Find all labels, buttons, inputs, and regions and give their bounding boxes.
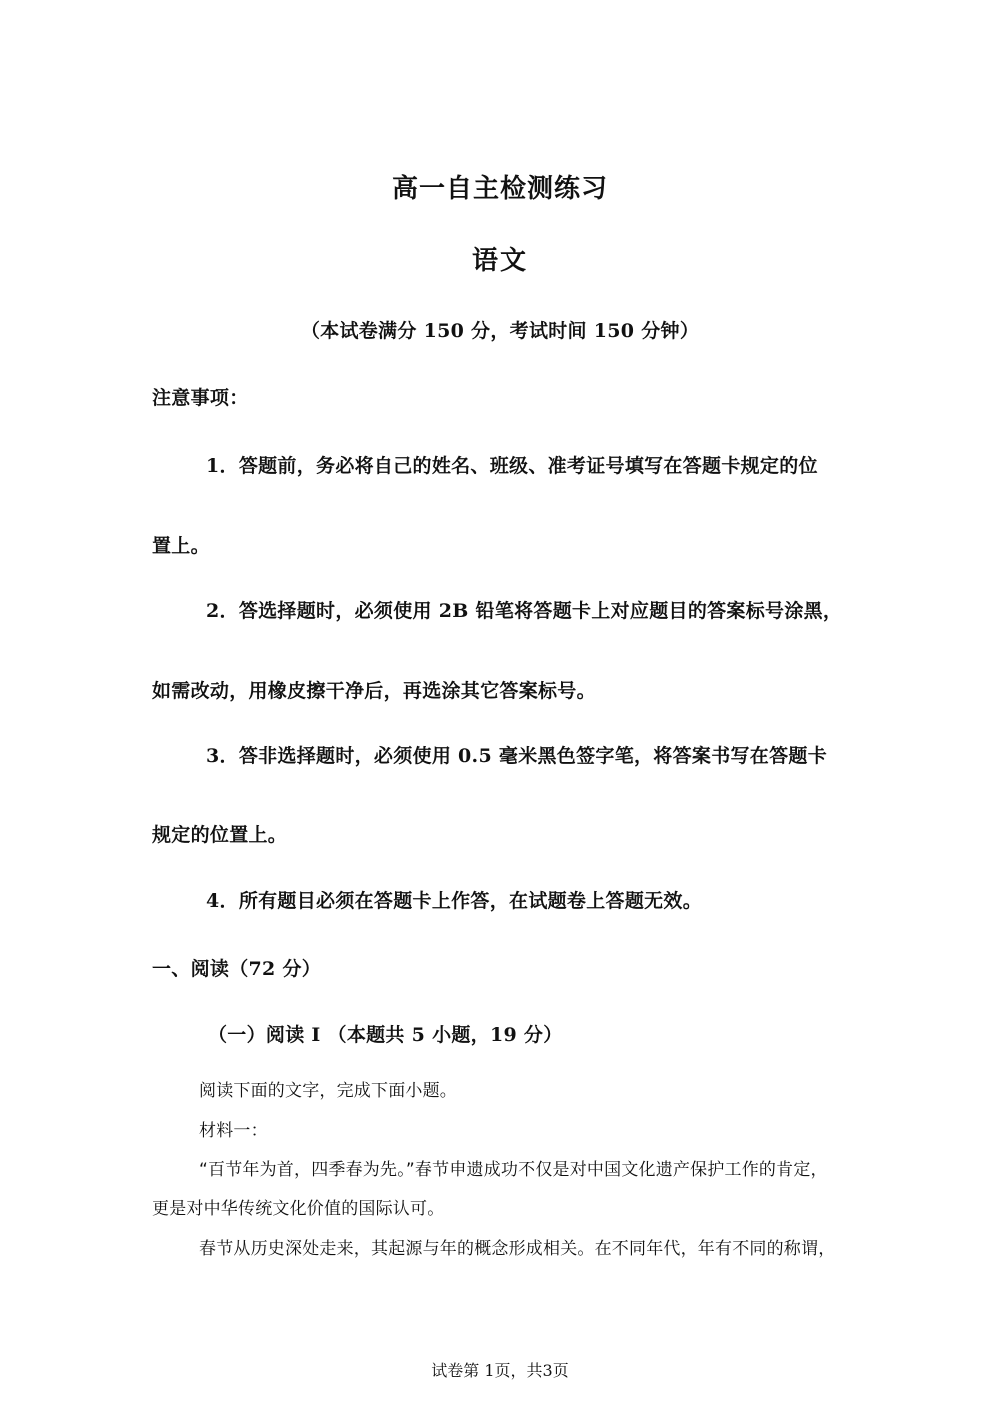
section-heading: 一、阅读（72 分） (152, 958, 322, 980)
notice-item-3-line-1: 3．答非选择题时，必须使用 0.5 毫米黑色签字笔，将答案书写在答题卡 (206, 745, 828, 767)
paragraph-1-line-2: 更是对中华传统文化价值的国际认可。 (152, 1199, 445, 1219)
reading-instruction: 阅读下面的文字，完成下面小题。 (199, 1081, 457, 1101)
paragraph-1-line-1: “百节年为首，四季春为先。”春节申遗成功不仅是对中国文化遗产保护工作的肯定， (199, 1160, 828, 1180)
page-footer: 试卷第 1页，共3页 (431, 1361, 569, 1380)
notice-item-1-line-1: 1．答题前，务必将自己的姓名、班级、准考证号填写在答题卡规定的位 (206, 455, 818, 477)
subsection-heading: （一）阅读 I （本题共 5 小题，19 分） (208, 1024, 563, 1046)
subject-heading: 语文 (471, 246, 528, 276)
notice-item-1-line-2: 置上。 (152, 535, 210, 557)
notice-item-3-line-2: 规定的位置上。 (152, 824, 288, 846)
material-label: 材料一： (199, 1121, 268, 1141)
notice-item-4-line-1: 4．所有题目必须在答题卡上作答，在试题卷上答题无效。 (206, 890, 703, 912)
paragraph-2-line-1: 春节从历史深处走来，其起源与年的概念形成相关。在不同年代，年有不同的称谓， (199, 1239, 836, 1259)
notice-heading: 注意事项： (152, 387, 249, 409)
notice-item-2-line-2: 如需改动，用橡皮擦干净后，再选涂其它答案标号。 (152, 680, 596, 702)
document-title: 高一自主检测练习 (391, 174, 608, 204)
exam-info: （本试卷满分 150 分，考试时间 150 分钟） (300, 320, 700, 342)
notice-item-2-line-1: 2．答选择题时，必须使用 2B 铅笔将答题卡上对应题目的答案标号涂黑， (206, 600, 843, 622)
